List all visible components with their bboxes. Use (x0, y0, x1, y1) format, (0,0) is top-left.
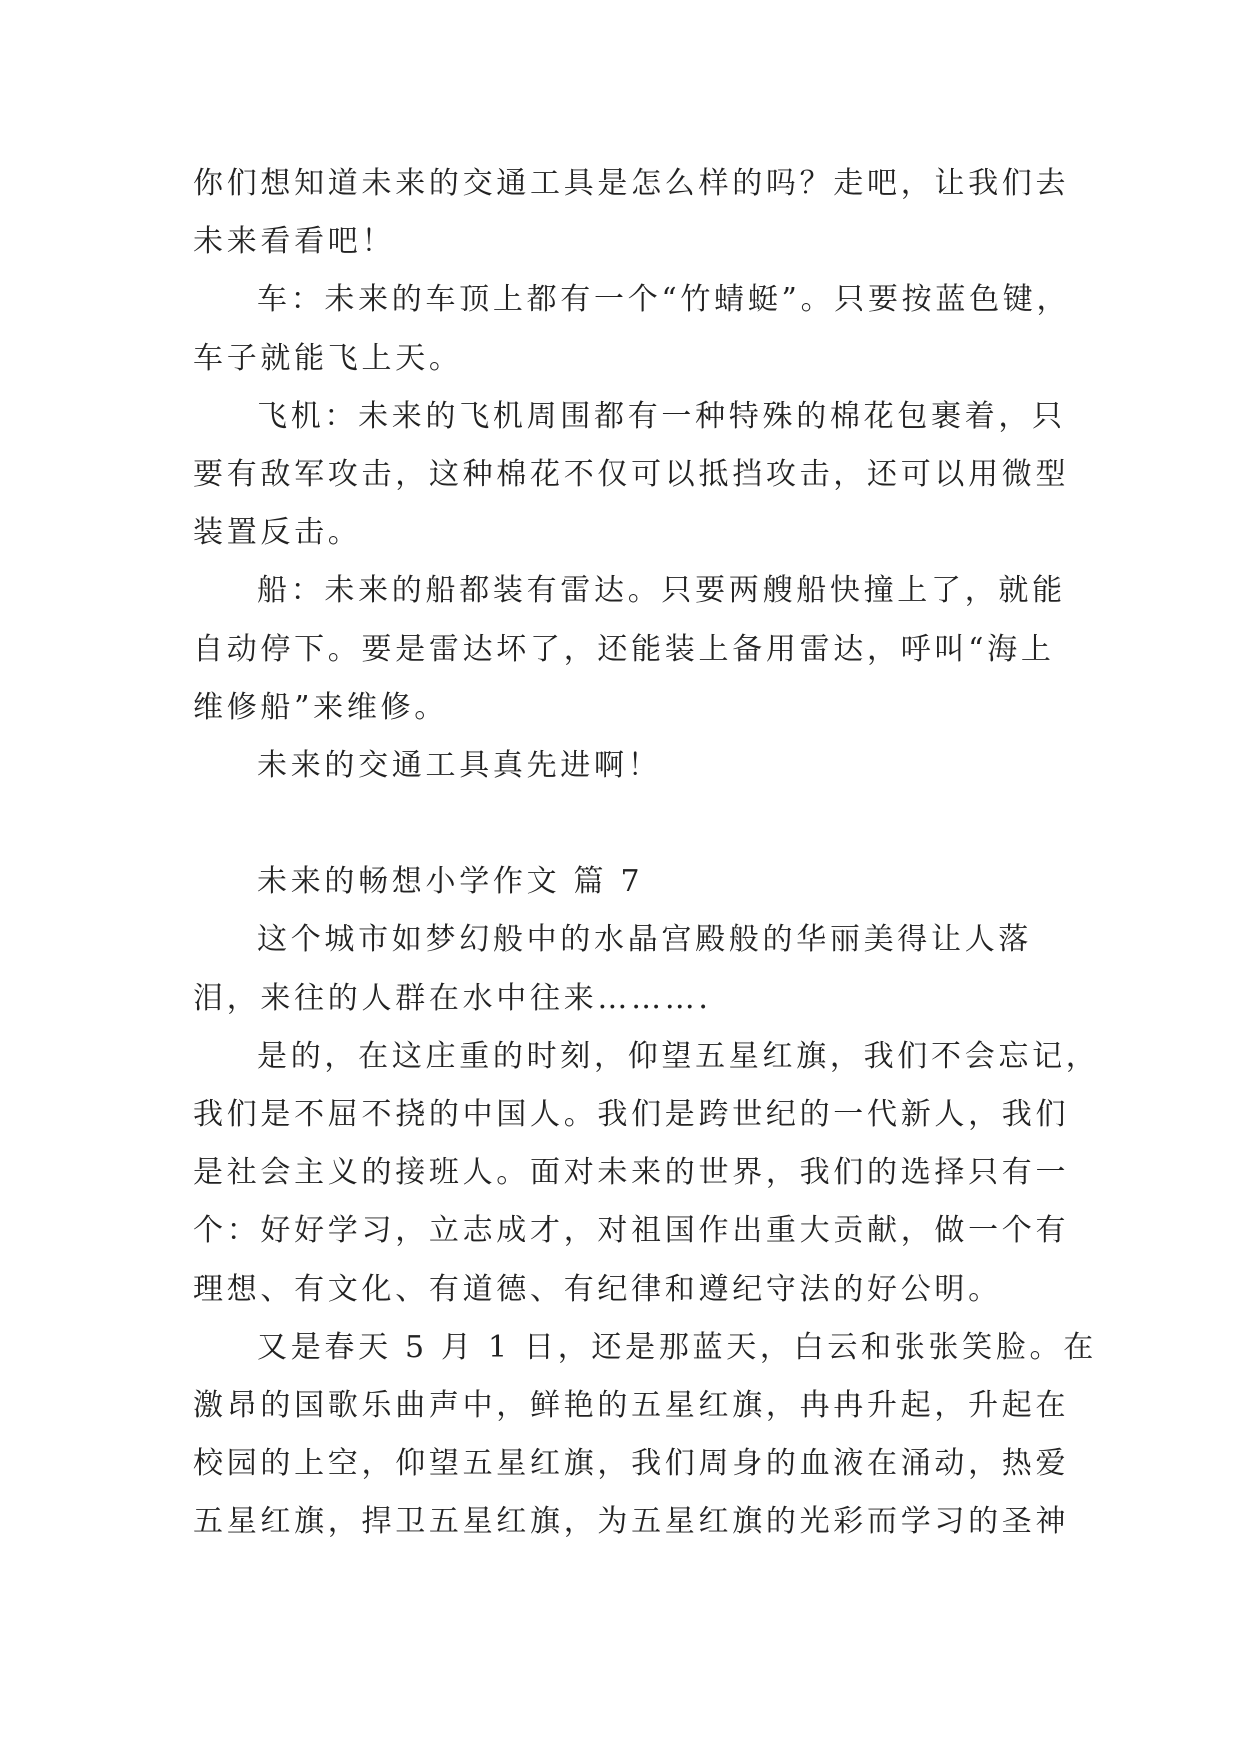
paragraph-line: 要有敌军攻击，这种棉花不仅可以抵挡攻击，还可以用微型 (193, 457, 1070, 493)
essay-body (193, 155, 1100, 1552)
paragraph-line: 五星红旗，捍卫五星红旗，为五星红旗的光彩而学习的圣神 (193, 1504, 1070, 1540)
paragraph-line: 理想、有文化、有道德、有纪律和遵纪守法的好公明。 (193, 1271, 1002, 1307)
paragraph-line: 这个城市如梦幻般中的水晶宫殿般的华丽美得让人落 (257, 922, 1033, 958)
paragraph-line: 车：未来的车顶上都有一个“竹蜻蜓”。只要按蓝色键， (257, 282, 1071, 318)
paragraph-line: 装置反击。 (193, 515, 362, 551)
section-spacer (193, 795, 1073, 853)
paragraph-line: 泪，来往的人群在水中往来………． (193, 980, 733, 1016)
section-heading: 未来的畅想小学作文 篇 7 (257, 864, 644, 900)
paragraph-line: 激昂的国歌乐曲声中，鲜艳的五星红旗，冉冉升起，升起在 (193, 1388, 1070, 1424)
paragraph-line: 我们是不屈不挠的中国人。我们是跨世纪的一代新人，我们 (193, 1097, 1070, 1133)
paragraph-line: 未来看看吧！ (193, 224, 396, 260)
paragraph-line: 校园的上空，仰望五星红旗，我们周身的血液在涌动，热爱 (193, 1446, 1070, 1482)
paragraph-line: 车子就能飞上天。 (193, 340, 463, 376)
paragraph-line: 是社会主义的接班人。面对未来的世界，我们的选择只有一 (193, 1155, 1070, 1191)
paragraph-line: 船：未来的船都装有雷达。只要两艘船快撞上了，就能 (257, 573, 1066, 609)
paragraph-line: 未来的交通工具真先进啊！ (257, 748, 662, 784)
paragraph-line: 自动停下。要是雷达坏了，还能装上备用雷达，呼叫“海上 (193, 631, 1055, 667)
paragraph-line: 飞机：未来的飞机周围都有一种特殊的棉花包裹着，只 (257, 398, 1066, 434)
paragraph-line: 个：好好学习，立志成才，对祖国作出重大贡献，做一个有 (193, 1213, 1070, 1249)
paragraph-line: 你们想知道未来的交通工具是怎么样的吗？走吧，让我们去 (193, 166, 1070, 201)
paragraph-line: 维修船”来维修。 (193, 689, 448, 725)
paragraph-line: 又是春天 5 月 1 日，还是那蓝天，白云和张张笑脸。在 (257, 1329, 1097, 1365)
paragraph-line: 是的，在这庄重的时刻，仰望五星红旗，我们不会忘记， (257, 1038, 1100, 1074)
